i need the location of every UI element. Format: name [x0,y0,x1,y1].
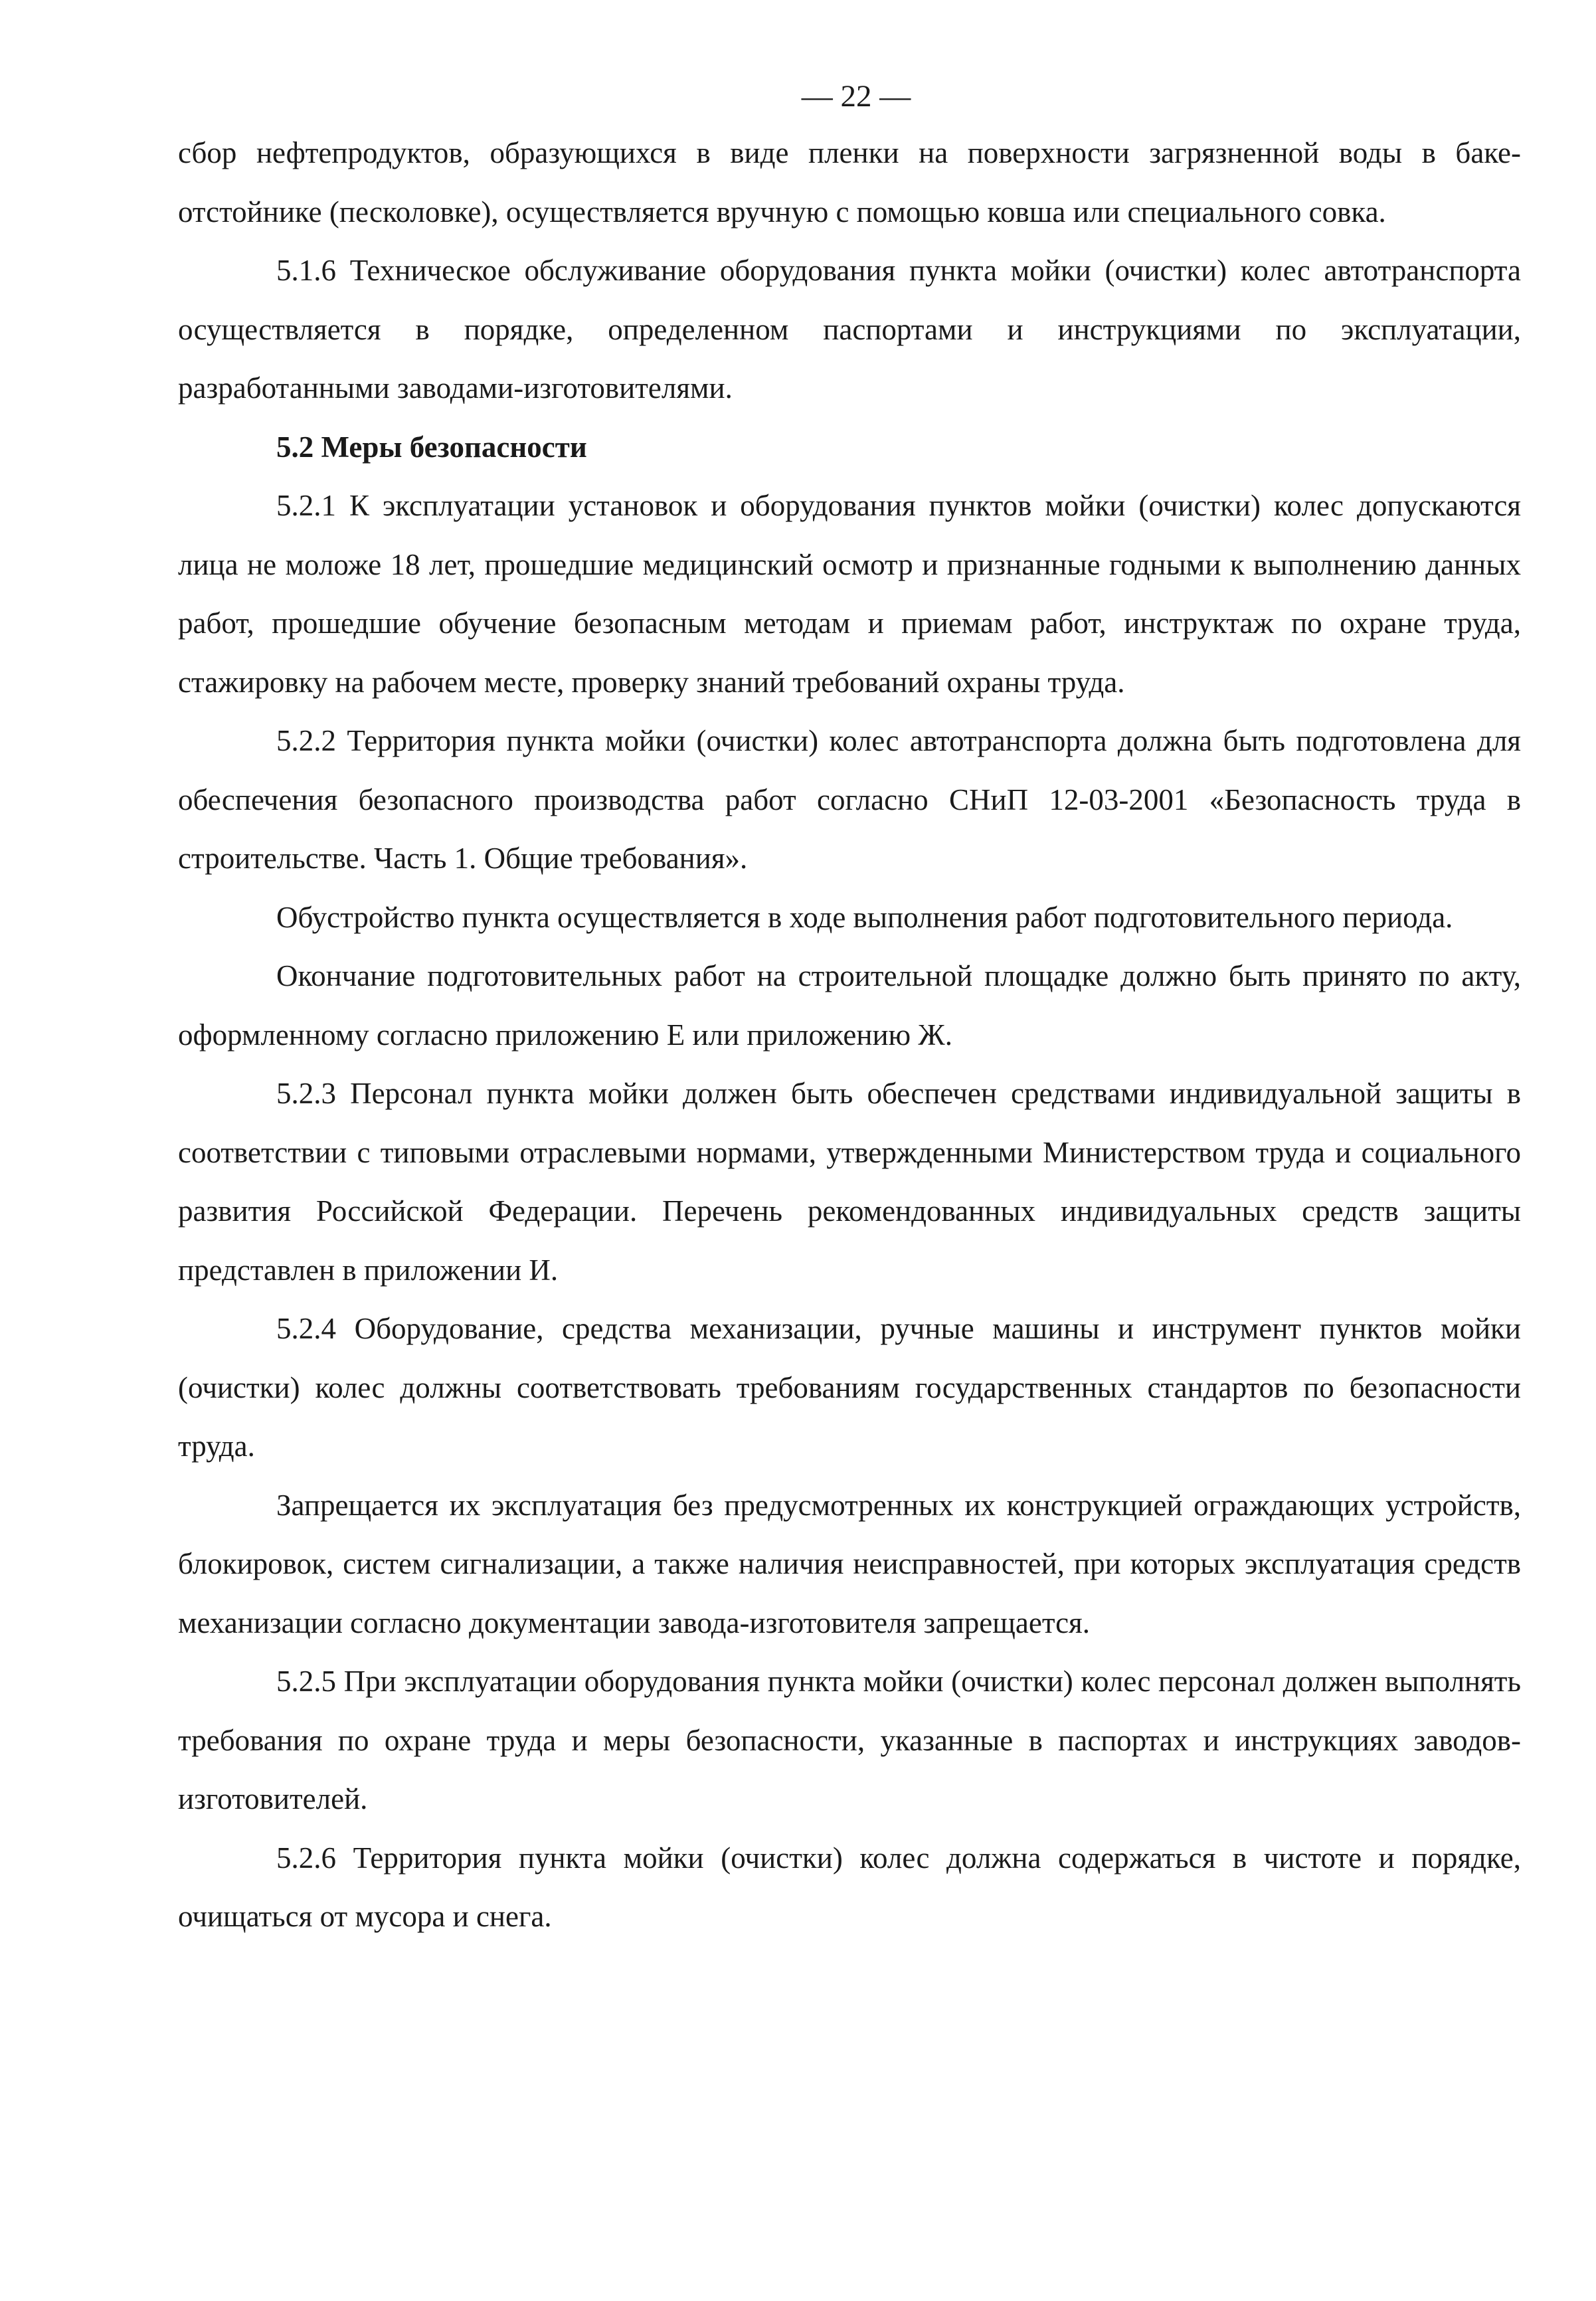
paragraph-5-2-1: 5.2.1 К эксплуатации установок и оборудования пунктов мойки (очистки) колес допускаются лица не моложе 18 лет, прошедшие медицинский осмотр и признанные годными к выполнению данных работ, прошедшие обучение безопасным методам и приемам работ, инструктаж по охране труда, стажировку на рабочем месте, проверку знаний требований охраны труда. [178,489,1521,699]
page-number: — 22 — [801,79,911,114]
paragraph-5-2-6: 5.2.6 Территория пункта мойки (очистки) колес должна содержаться в чистоте и порядке, очищаться от мусора и снега. [178,1841,1521,1933]
paragraph-continuation: сбор нефтепродуктов, образующихся в виде пленки на поверхности загрязненной воды в баке-отстойнике (песколовке), осуществляется вручную с помощью ковша или специального совка. [178,136,1521,229]
paragraph-5-2-3: 5.2.3 Персонал пункта мойки должен быть обеспечен средствами индивидуальной защиты в соответствии с типовыми отраслевыми нормами, утвержденными Министерством труда и социального развития Российской Федерации. Перечень рекомендованных индивидуальных средств защиты представлен в приложении И. [178,1077,1521,1287]
document-page [178,73,1521,1946]
paragraph-5-2-4: 5.2.4 Оборудование, средства механизации, ручные машины и инструмент пунктов мойки (очистки) колес должны соответствовать требованиям государственных стандартов по безопасности труда. [178,1312,1521,1463]
section-heading-5-2: 5.2 Меры безопасности [276,430,587,464]
paragraph-5-2-2: 5.2.2 Территория пункта мойки (очистки) колес автотранспорта должна быть подготовлена для обеспечения безопасного производства работ согласно СНиП 12-03-2001 «Безопасность труда в строительстве. Часть 1. Общие требования». [178,724,1521,875]
paragraph-5-1-6: 5.1.6 Техническое обслуживание оборудования пункта мойки (очистки) колес автотранспорта осуществляется в порядке, определенном паспортами и инструкциями по эксплуатации, разработанными заводами-изготовителями. [178,254,1521,405]
paragraph-completion: Окончание подготовительных работ на строительной площадке должно быть принято по акту, оформленному согласно приложению Е или приложению Ж. [178,959,1521,1052]
paragraph-5-2-5: 5.2.5 При эксплуатации оборудования пункта мойки (очистки) колес персонал должен выполнять требования по охране труда и меры безопасности, указанные в паспортах и инструкциях заводов-изготовителей. [178,1665,1521,1815]
paragraph-setup: Обустройство пункта осуществляется в ходе выполнения работ подготовительного периода. [276,900,1453,934]
paragraph-prohibition: Запрещается их эксплуатация без предусмотренных их конструкцией ограждающих устройств, блокировок, систем сигнализации, а также наличия неисправностей, при которых эксплуатация средств механизации согласно документации завода-изготовителя запрещается. [178,1488,1521,1639]
